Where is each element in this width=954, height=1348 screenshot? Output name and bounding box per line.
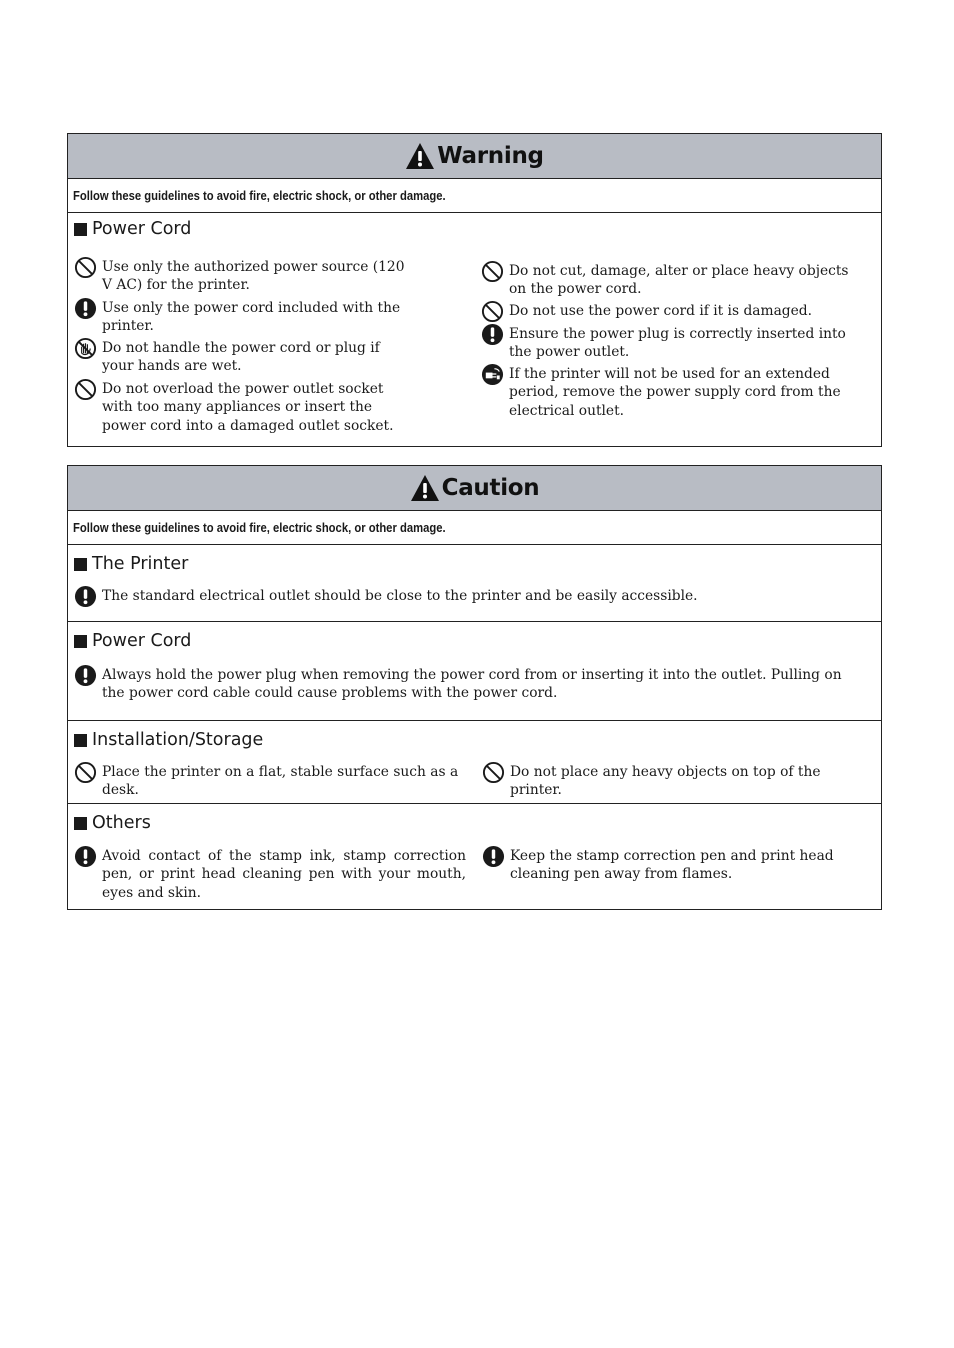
section-heading: Power Cord — [74, 219, 191, 239]
caution-guidelines: Follow these guidelines to avoid fire, electric shock, or other damage. — [68, 511, 881, 545]
list-item: Ensure the power plug is correctly inserted into the power outlet. — [481, 325, 856, 362]
caution-title: Caution — [441, 475, 540, 501]
unplug-icon — [481, 363, 504, 386]
square-bullet-icon — [74, 734, 87, 747]
prohibited-icon — [74, 761, 97, 784]
list-item: The standard electrical outlet should be close to the printer and be easily accessible. — [74, 587, 864, 608]
warning-section-power-cord — [68, 213, 881, 446]
prohibited-icon — [74, 378, 97, 401]
square-bullet-icon — [74, 558, 87, 571]
mandatory-icon — [482, 845, 505, 868]
caution-triangle-icon — [410, 474, 440, 502]
warning-title: Warning — [437, 143, 544, 169]
mandatory-icon — [74, 664, 97, 687]
square-bullet-icon — [74, 817, 87, 830]
warning-box — [67, 133, 882, 447]
prohibited-icon — [74, 256, 97, 279]
caution-box — [67, 465, 882, 910]
list-item: Avoid contact of the stamp ink, stamp correction pen, or print head cleaning pen with your mouth, eyes and skin. — [74, 847, 466, 902]
prohibited-icon — [482, 761, 505, 784]
warning-header — [68, 134, 881, 179]
caution-section-printer — [68, 545, 881, 622]
caution-section-installation — [68, 721, 881, 804]
no-wet-hands-icon — [74, 337, 97, 360]
mandatory-icon — [74, 585, 97, 608]
mandatory-icon — [74, 297, 97, 320]
list-item: If the printer will not be used for an extended period, remove the power supply cord from the electrical outlet. — [481, 365, 856, 420]
section-heading: The Printer — [74, 554, 188, 574]
warning-guidelines: Follow these guidelines to avoid fire, electric shock, or other damage. — [68, 179, 881, 213]
section-heading: Installation/Storage — [74, 730, 263, 750]
prohibited-icon — [481, 300, 504, 323]
list-item: Do not overload the power outlet socket with too many appliances or insert the power cord into a damaged outlet socket. — [74, 380, 414, 435]
prohibited-icon — [481, 260, 504, 283]
list-item: Use only the power cord included with the printer. — [74, 299, 414, 336]
caution-section-power-cord — [68, 622, 881, 721]
list-item: Do not cut, damage, alter or place heavy objects on the power cord. — [481, 262, 856, 299]
mandatory-icon — [74, 845, 97, 868]
square-bullet-icon — [74, 223, 87, 236]
section-heading: Others — [74, 813, 151, 833]
mandatory-icon — [481, 323, 504, 346]
list-item: Use only the authorized power source (120 V AC) for the printer. — [74, 258, 414, 295]
list-item: Do not place any heavy objects on top of the printer. — [482, 763, 872, 800]
list-item: Always hold the power plug when removing the power cord from or inserting it into the outlet. Pulling on the power cord cable could cause problems with the power cord. — [74, 666, 866, 703]
square-bullet-icon — [74, 635, 87, 648]
warning-triangle-icon — [405, 142, 435, 170]
caution-header — [68, 466, 881, 511]
list-item: Place the printer on a flat, stable surface such as a desk. — [74, 763, 474, 800]
list-item: Do not handle the power cord or plug if your hands are wet. — [74, 339, 414, 376]
section-heading: Power Cord — [74, 631, 191, 651]
list-item: Do not use the power cord if it is damaged. — [481, 302, 856, 323]
list-item: Keep the stamp correction pen and print head cleaning pen away from flames. — [482, 847, 842, 884]
caution-section-others — [68, 804, 881, 912]
